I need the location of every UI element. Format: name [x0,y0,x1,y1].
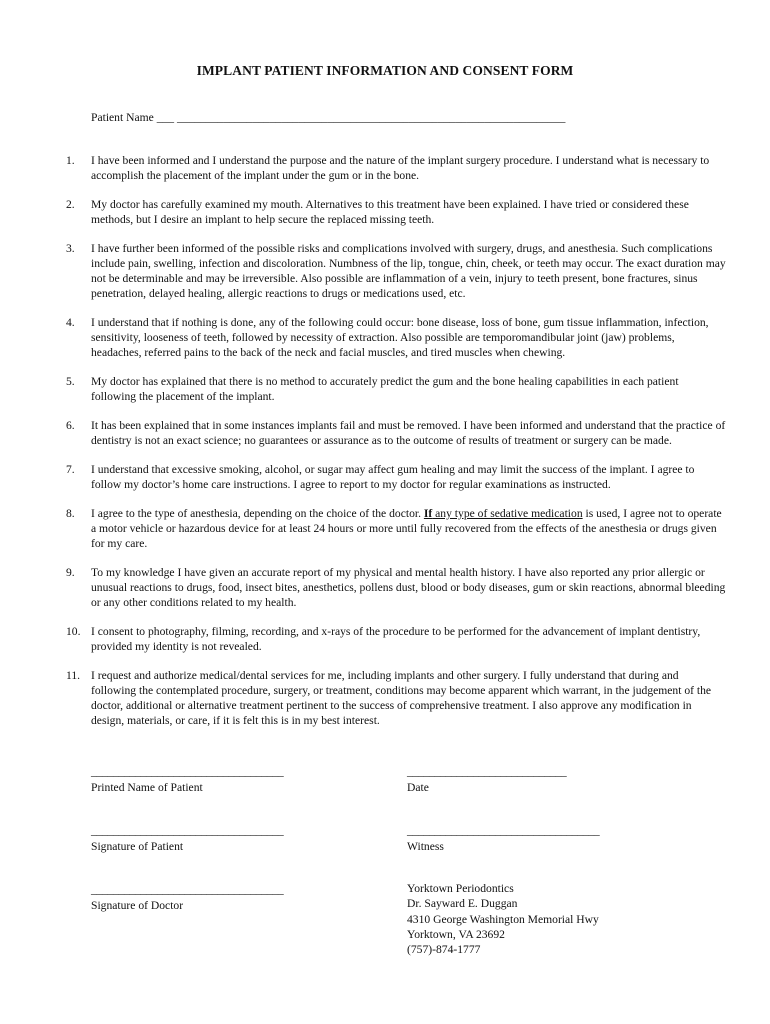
practice-address-block [407,881,599,957]
doctor-signature-label: Signature of Doctor [91,899,184,912]
item-number: 10. [66,625,81,638]
patient-name-row [91,110,565,125]
patient-signature-label: Signature of Patient [91,840,184,853]
date-label: Date [407,781,429,794]
date-field[interactable]: _____________________________ [407,765,567,778]
form-title: IMPLANT PATIENT INFORMATION AND CONSENT FORM [196,63,574,78]
item-text [91,506,726,551]
doctor-signature-field[interactable]: ___________________________________ [91,883,284,896]
practice-name: Yorktown Periodontics [407,882,514,895]
printed-name-block [91,764,283,795]
consent-item-2 [66,197,726,227]
date-block [407,764,566,795]
consent-item-9 [66,565,726,610]
item-number: 9. [66,566,75,579]
item-text: It has been explained that in some instances implants fail and must be removed. I have been informed and understand that the practice of dentistry is not an exact science; no guarantees or assurance as to the outcome of results of treatment or surgery can be made. [91,419,726,447]
consent-item-5 [66,374,726,404]
item-number: 3. [66,242,75,255]
item-text-part: I agree to the type of anesthesia, depending on the choice of the doctor. [91,507,424,520]
witness-label: Witness [407,840,444,853]
patient-signature-block [91,823,283,854]
consent-item-7 [66,462,726,492]
item-number: 5. [66,375,75,388]
patient-signature-field[interactable]: ___________________________________ [91,824,284,837]
item-number: 2. [66,198,75,211]
consent-item-11 [66,668,726,728]
item-number: 8. [66,507,75,520]
doctor-signature-block [91,882,283,913]
item-text-part: is used, I agree not to operate a motor vehicle or hazardous device for at least 24 hours or more until fully recovered from the effects of the anesthesia or drugs given for my care. [91,507,722,550]
emphasis-if: If [423,507,433,520]
city-state-zip: Yorktown, VA 23692 [407,927,505,941]
witness-field[interactable]: ___________________________________ [407,824,600,837]
item-number: 6. [66,419,75,432]
item-number: 4. [66,316,75,329]
item-text: I understand that excessive smoking, alcohol, or sugar may affect gum healing and may limit the success of the implant. I agree to follow my doctor’s home care instructions. I agree to report to my doctor for regular examinations as instructed. [91,463,695,491]
consent-item-10 [66,624,726,654]
witness-block [407,823,599,854]
item-text: I understand that if nothing is done, any of the following could occur: bone disease, loss of bone, gum tissue inflammation, infection, sensitivity, looseness of teeth, followed by necessity of extraction. Also possible are temporomandibular joint (jaw) problems, headaches, referred pains to the back of the neck and facial muscles, and tired muscles when chewing. [91,316,709,359]
consent-item-3 [66,241,726,301]
patient-name-label: Patient Name [91,111,154,124]
street-address: 4310 George Washington Memorial Hwy [407,912,599,926]
item-text: My doctor has explained that there is no method to accurately predict the gum and the bone healing capabilities in each patient following the placement of the implant. [91,375,679,403]
printed-name-label: Printed Name of Patient [91,781,203,794]
item-text: I request and authorize medical/dental services for me, including implants and other surgery. I fully understand that during and following the contemplated procedure, surgery, or treatment, conditions may become apparent which warrant, in the judgement of the doctor, additional or alternative treatment pertinent to the success of comprehensive treatment. I also approve any modification in design, materials, or care, if it is felt this is in my best interest. [91,669,712,727]
item-text: To my knowledge I have given an accurate report of my physical and mental health history. I have also reported any prior allergic or unusual reactions to drugs, food, insect bites, anesthetics, pollens dust, blood or body diseases, gum or skin reactions, abnormal bleeding or any other conditions related to my health. [91,566,726,609]
sedative-medication-phrase: any type of sedative medication [432,507,583,520]
item-text: I consent to photography, filming, recording, and x-rays of the procedure to be performed for the advancement of implant dentistry, provided my identity is not revealed. [91,625,701,653]
patient-name-field[interactable]: ___ ___________________________________________________________________ [156,111,566,124]
item-text: My doctor has carefully examined my mouth. Alternatives to this treatment have been explained. I have tried or considered these methods, but I desire an implant to help secure the replaced missing teeth. [91,198,689,226]
printed-name-field[interactable]: ___________________________________ [91,765,284,778]
phone-number: (757)-874-1777 [407,943,481,957]
item-text: I have further been informed of the possible risks and complications involved with surgery, drugs, and anesthesia. Such complications include pain, swelling, infection and discoloration. Numbness of the lip, tongue, chin, cheek, or teeth may occur. The exact duration may not be determinable and may be irreversible. Also possible are inflammation of a vein, injury to teeth present, bone fractures, sinus penetration, delayed healing, allergic reactions to drugs or medications used, etc. [91,242,726,300]
item-text: I have been informed and I understand the purpose and the nature of the implant surgery procedure. I understand what is necessary to accomplish the placement of the implant under the gum or in the bone. [91,154,710,182]
consent-item-6 [66,418,726,448]
item-number: 1. [66,154,75,167]
item-number: 11. [66,669,81,682]
consent-items-list [66,153,726,742]
doctor-name: Dr. Sayward E. Duggan [407,897,518,911]
consent-item-8 [66,506,726,551]
consent-item-4 [66,315,726,360]
consent-item-1 [66,153,726,183]
item-number: 7. [66,463,75,476]
